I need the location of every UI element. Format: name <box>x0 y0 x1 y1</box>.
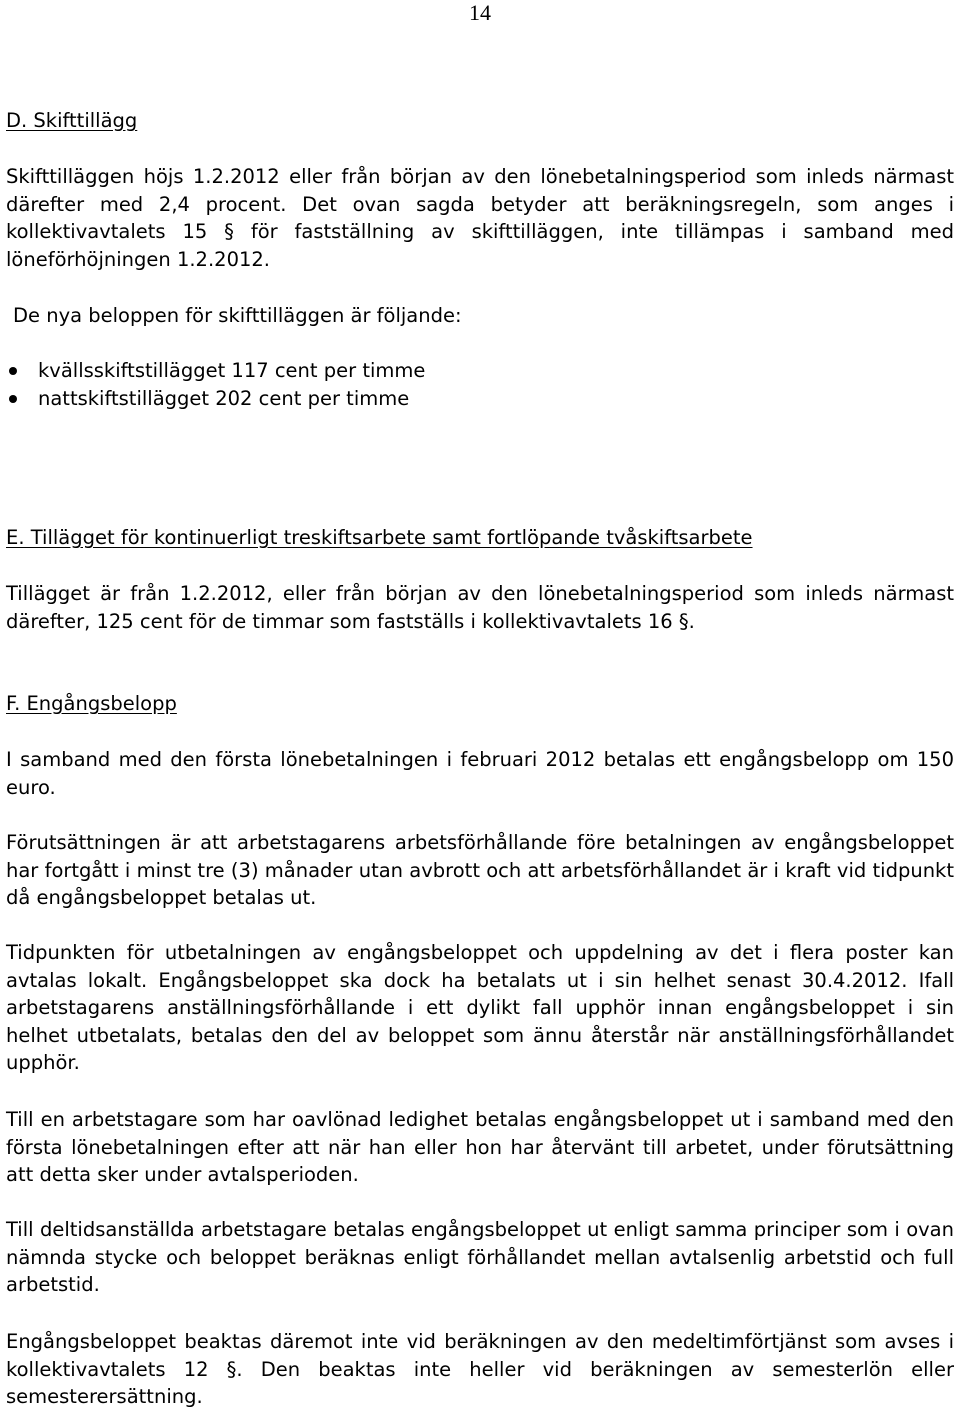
section-f-paragraph-2: Förutsättningen är att arbetstagarens arbetsförhållande före betalningen av engångsbeloppet har fortgått i minst tre (3) månader utan avbrott och att arbetsförhållandet är i kraft vid tidpunkt då engångsbeloppet betalas ut. <box>6 831 954 909</box>
page-number: 14 <box>469 0 491 25</box>
section-f-paragraph-4: Till en arbetstagare som har oavlönad ledighet betalas engångsbeloppet ut i samband med den första lönebetalningen efter att när han eller hon har återvänt till arbetet, under förutsättning att detta sker under avtalsperioden. <box>6 1108 954 1186</box>
section-f-paragraph-1: I samband med den första lönebetalningen i februari 2012 betalas ett engångsbelopp om 150 euro. <box>6 748 954 799</box>
section-d-paragraph-2: De nya beloppen för skifttilläggen är följande: <box>13 304 462 327</box>
shift-allowance-list <box>6 357 954 412</box>
section-d-paragraph-1: Skifttilläggen höjs 1.2.2012 eller från början av den lönebetalningsperiod som inleds närmast därefter med 2,4 procent. Det ovan sagda betyder att beräkningsregeln, som anges i kollektivavtalets 15 § för fastställning av skifttilläggen, inte tillämpas i samband med löneförhöjningen 1.2.2012. <box>6 165 954 271</box>
section-d-heading: D. Skifttillägg <box>6 109 138 132</box>
section-f-heading: F. Engångsbelopp <box>6 692 177 715</box>
list-item-night-shift: nattskiftstillägget 202 cent per timme <box>6 385 954 413</box>
section-e-heading: E. Tillägget för kontinuerligt treskiftsarbete samt fortlöpande tvåskiftsarbete <box>6 526 753 549</box>
section-f-paragraph-5: Till deltidsanställda arbetstagare betalas engångsbeloppet ut enligt samma principer som i ovan nämnda stycke och beloppet beräknas enligt förhållandet mellan avtalsenlig arbetstid och full arbetstid. <box>6 1218 954 1296</box>
list-item-evening-shift: kvällsskiftstillägget 117 cent per timme <box>6 357 954 385</box>
section-f-paragraph-6: Engångsbeloppet beaktas däremot inte vid beräkningen av den medeltimförtjänst som avses i kollektivavtalets 12 §. Den beaktas inte heller vid beräkningen av semesterlön eller semesterersättning. <box>6 1330 954 1408</box>
section-f-paragraph-3: Tidpunkten för utbetalningen av engångsbeloppet och uppdelning av det i flera poster kan avtalas lokalt. Engångsbeloppet ska dock ha betalats ut i sin helhet senast 30.4.2012. Ifall arbetstagarens anställningsförhållande i ett dylikt fall upphör innan engångsbeloppet i sin helhet utbetalats, betalas den del av beloppet som ännu återstår när anställningsförhållandet upphör. <box>6 941 954 1074</box>
section-e-paragraph-1: Tillägget är från 1.2.2012, eller från början av den lönebetalningsperiod som inleds närmast därefter, 125 cent för de timmar som fastställs i kollektivavtalets 16 §. <box>6 582 954 633</box>
